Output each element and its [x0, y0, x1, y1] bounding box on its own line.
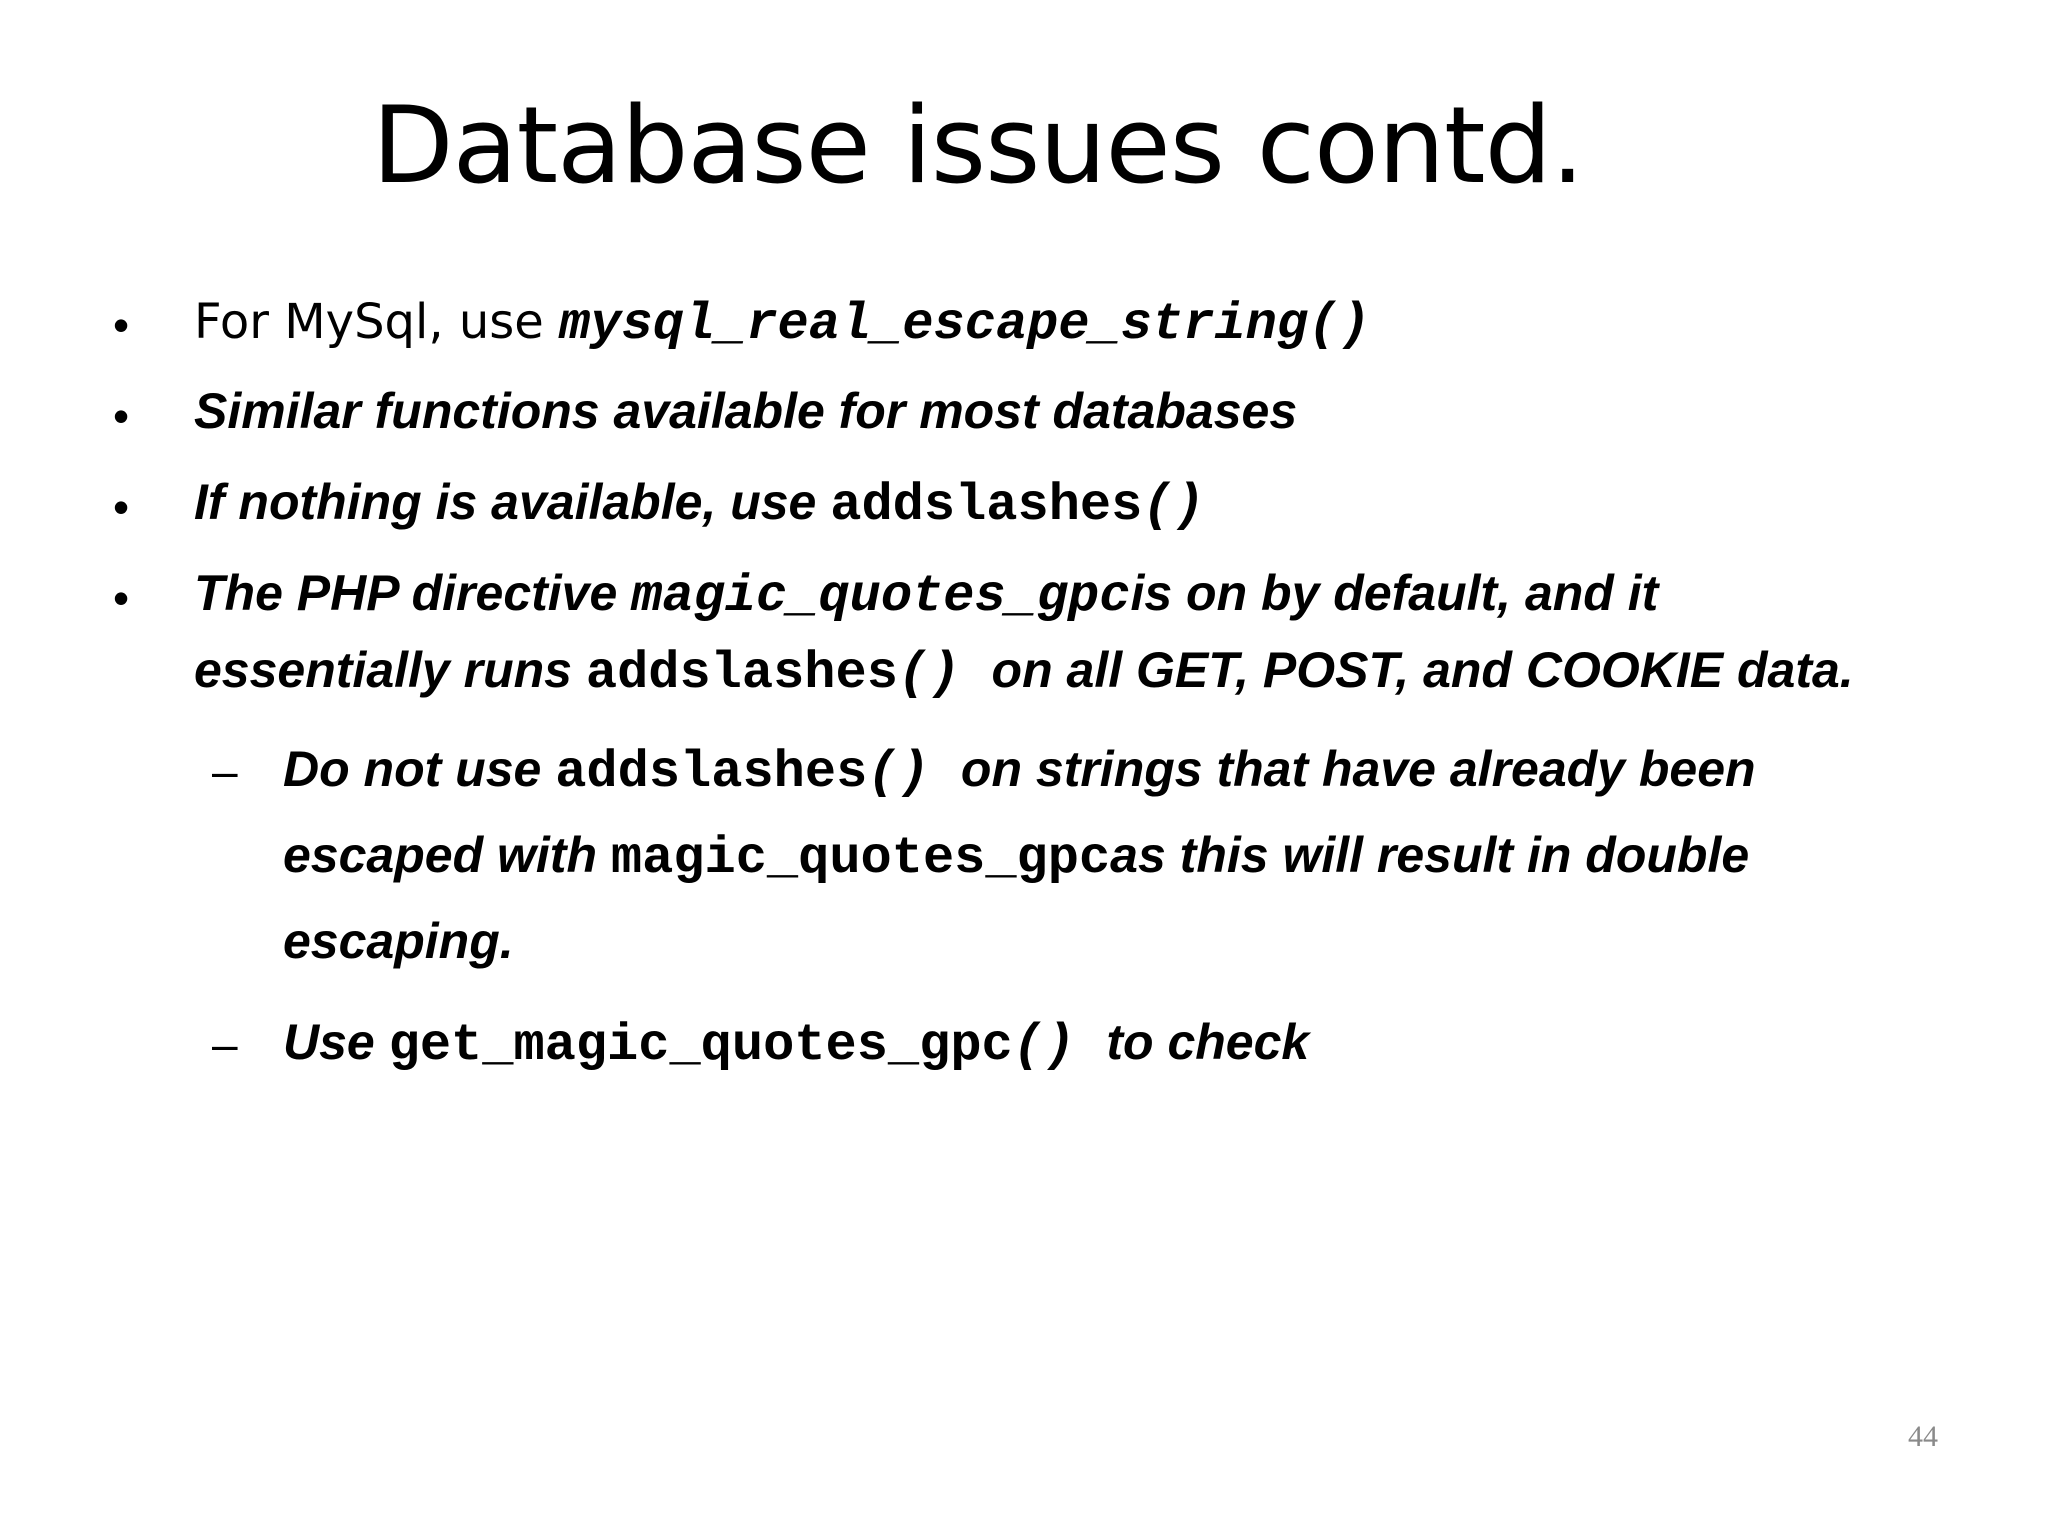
bullet-4-text-d: on all GET, POST, and COOKIE data.	[991, 642, 1854, 698]
sub-bullet-2	[283, 1014, 1310, 1075]
sub-bullet-1-text-b: on strings that have already been	[960, 741, 1756, 797]
sub-bullet-1-text-d: as this will result in double	[1110, 827, 1750, 883]
bullet-1	[194, 294, 1371, 354]
code-parens: ()	[897, 644, 992, 703]
bullet-4-line-1	[194, 565, 1659, 626]
slide-title: Database issues contd.	[372, 84, 1584, 207]
code-parens: ()	[1012, 1016, 1107, 1075]
sub-bullet-marker: –	[212, 1018, 238, 1070]
bullet-2-text: Similar functions available for most databases	[194, 383, 1298, 439]
sub-bullet-1-line-1	[283, 741, 1756, 802]
bullet-1-text: For MySql, use	[194, 294, 560, 350]
sub-bullet-2-text-b: to check	[1106, 1014, 1310, 1070]
bullet-3-text: If nothing is available, use	[194, 474, 831, 530]
sub-bullet-1-text-a: Do not use	[283, 741, 556, 797]
sub-bullet-1-line-3	[283, 913, 514, 969]
code-parens: ()	[1142, 476, 1205, 535]
bullet-4-text-c: essentially runs	[194, 642, 586, 698]
code-addslashes: addslashes	[830, 476, 1143, 535]
page-number: 44	[1908, 1420, 1938, 1453]
code-magic-quotes-gpc: magic_quotes_gpc	[610, 829, 1111, 888]
sub-bullet-1-text-c: escaped with	[283, 827, 611, 883]
bullet-marker: •	[113, 481, 130, 533]
code-addslashes: addslashes	[585, 644, 898, 703]
sub-bullet-1-text-e: escaping.	[283, 913, 514, 969]
sub-bullet-2-text-a: Use	[283, 1014, 389, 1070]
bullet-2	[194, 383, 1298, 439]
bullet-4-text-a: The PHP directive	[194, 565, 632, 621]
bullet-4-line-2	[194, 642, 1854, 703]
code-magic-quotes-gpc: magic_quotes_gpc	[631, 567, 1131, 626]
bullet-marker: •	[113, 572, 130, 624]
bullet-marker: •	[113, 299, 130, 351]
code-parens: ()	[867, 743, 961, 802]
code-addslashes: addslashes	[555, 743, 868, 802]
bullet-4-text-b: is on by default, and it	[1130, 565, 1659, 621]
code-get-magic-quotes-gpc: get_magic_quotes_gpc	[388, 1016, 1013, 1075]
sub-bullet-1-line-2	[283, 827, 1750, 888]
code-mysql-real-escape-string: mysql_real_escape_string()	[559, 295, 1371, 354]
bullet-3	[194, 474, 1205, 535]
bullet-marker: •	[113, 390, 130, 442]
sub-bullet-marker: –	[212, 745, 238, 797]
